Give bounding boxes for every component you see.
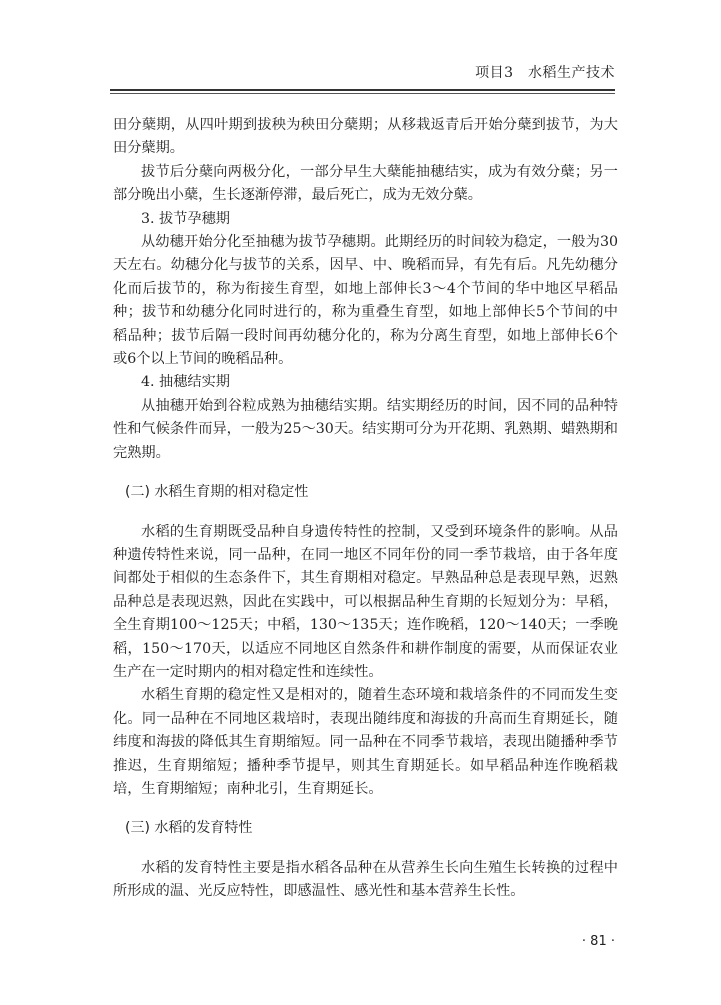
section-heading-development-traits: (三) 水稻的发育特性 [125,820,253,837]
paragraph-jointing-booting: 从幼穗开始分化至抽穗为拔节孕穗期。此期经历的时间较为稳定，一般为30天左右。幼穗分化与拔节的关系，因早、中、晚稻而异，有先有后。凡先幼穗分化而后拔节的，称为衔接生育型，如地上部伸长3～4个节间的华中地区早稻品种；拔节和幼穗分化同时进行的，称为重叠生育型，如地上部伸长5个节间的中稻品种；拔节后隔一段时间再幼穗分化的，称为分离生育型，如地上部伸长6个或6个以上节间的晚稻品种。 [113,234,618,368]
paragraph-tiller-differentiation: 拔节后分蘖向两极分化，一部分早生大蘖能抽穗结实，成为有效分蘖；另一部分晚出小蘖，生长逐渐停滞，最后死亡，成为无效分蘖。 [113,163,618,204]
running-header: 项目3 水稻生产技术 [475,65,615,81]
page-number: · 81 · [581,934,615,949]
paragraph-growth-period-control: 水稻的生育期既受品种自身遗传特性的控制，又受到环境条件的影响。从品种遗传特性来说，同一品种，在同一地区不同年份的同一季节栽培，由于各年度间都处于相似的生态条件下，其生育期相对稳定。早熟品种总是表现早熟，迟熟品种总是表现迟熟，因此在实践中，可以根据品种生育期的长短划分为：早稻，全生育期100～125天；中稻，130～135天；连作晚稻，120～140天；一季晚稻，150～170天，以适应不同地区自然条件和耕作制度的需要，从而保证农业生产在一定时期内的相对稳定性和连续性。 [113,523,618,680]
subheading-jointing-booting: 3. 拔节孕穗期 [141,210,230,227]
paragraph-heading-fruiting: 从抽穗开始到谷粒成熟为抽穗结实期。结实期经历的时间，因不同的品种特性和气候条件而异，一般为25～30天。结实期可分为开花期、乳熟期、蜡熟期和完熟期。 [113,397,618,461]
paragraph-development-traits: 水稻的发育特性主要是指水稻各品种在从营养生长向生殖生长转换的过程中所形成的温、光反应特性，即感温性、感光性和基本营养生长性。 [113,859,618,900]
subheading-heading-fruiting: 4. 抽穗结实期 [141,374,230,391]
header-rule-thin [110,93,615,94]
header-rule-thick [110,89,615,91]
paragraph-relative-stability: 水稻生育期的稳定性又是相对的，随着生态环境和栽培条件的不同而发生变化。同一品种在不同地区栽培时，表现出随纬度和海拔的升高而生育期延长，随纬度和海拔的降低其生育期缩短。同一品种在不同季节栽培，表现出随播种季节推迟，生育期缩短；播种季节提早，则其生育期延长。如早稻品种连作晚稻栽培，生育期缩短；南种北引，生育期延长。 [113,687,618,797]
section-heading-growth-stability: (二) 水稻生育期的相对稳定性 [125,484,309,501]
page-body [113,114,618,904]
paragraph-tillering-continued: 田分蘖期，从四叶期到拔秧为秧田分蘖期；从移栽返青后开始分蘖到拔节，为大田分蘖期。 [113,117,618,157]
